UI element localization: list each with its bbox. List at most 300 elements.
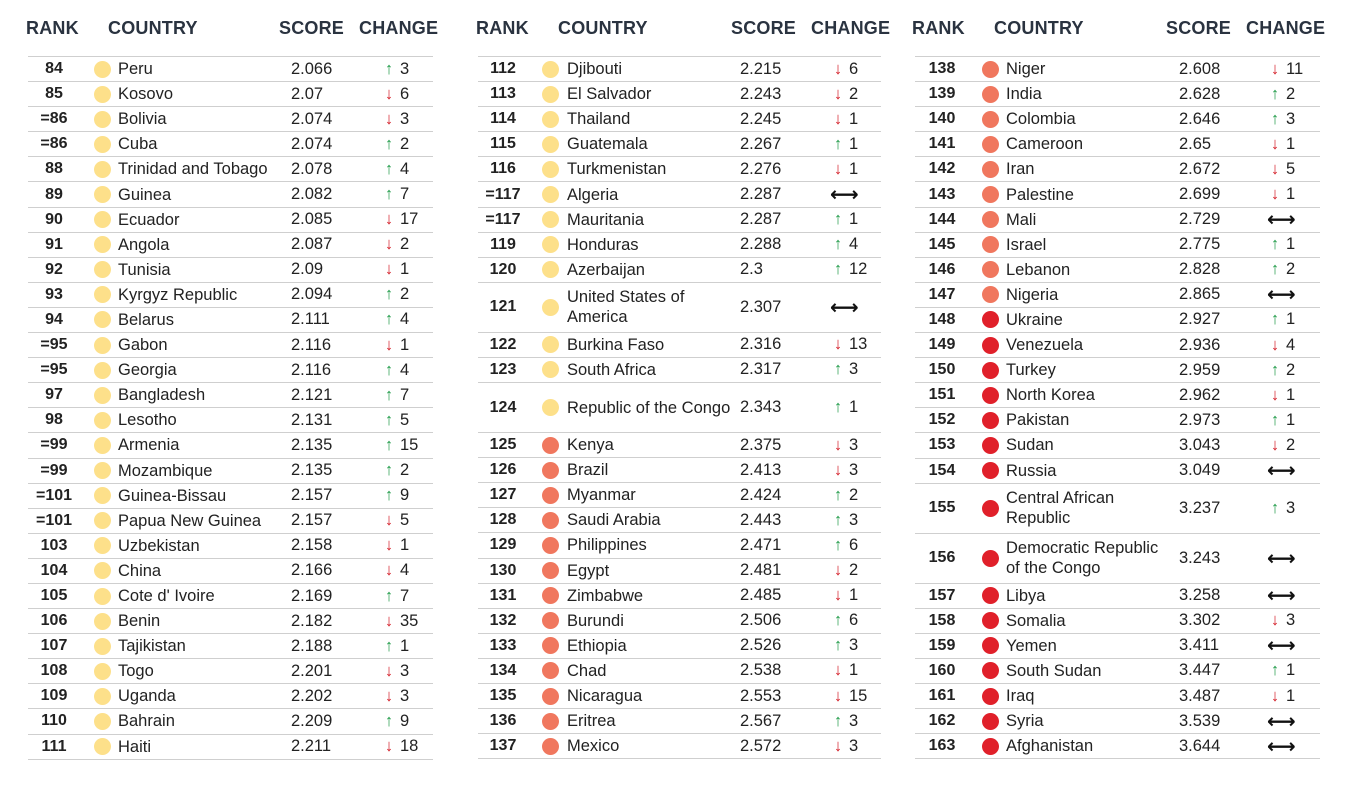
change-value: 5 <box>400 410 410 429</box>
country-cell: Azerbaijan <box>567 260 645 279</box>
arrow-up-icon: ↑ <box>384 185 394 204</box>
country-cell: Saudi Arabia <box>567 511 661 530</box>
arrow-up-icon: ↑ <box>1270 260 1280 279</box>
country-cell: Afghanistan <box>1006 737 1094 756</box>
change-cell <box>1267 534 1294 583</box>
arrow-up-icon: ↑ <box>384 461 394 480</box>
country-cell: Cameroon <box>1006 135 1084 154</box>
change-value: 1 <box>400 636 410 655</box>
change-cell <box>1267 433 1295 457</box>
change-value: 6 <box>849 59 859 78</box>
peace-level-dot-icon <box>542 86 559 103</box>
peace-level-dot-icon <box>542 612 559 629</box>
rank-cell: =86 <box>40 135 68 153</box>
country-cell: Mauritania <box>567 210 645 229</box>
country-cell: Russia <box>1006 461 1057 480</box>
country-cell: Ethiopia <box>567 636 627 655</box>
arrow-up-icon: ↑ <box>1270 84 1280 103</box>
country-cell: Sudan <box>1006 436 1054 455</box>
peace-level-dot-icon <box>542 399 559 416</box>
score-cell: 2.116 <box>291 335 332 354</box>
rank-cell: 149 <box>928 336 956 354</box>
no-change-icon: ⟷ <box>1267 547 1296 570</box>
change-cell <box>1267 258 1295 282</box>
peace-level-dot-icon <box>542 688 559 705</box>
peace-level-dot-icon <box>982 261 999 278</box>
change-value: 3 <box>400 686 410 705</box>
table-row <box>478 508 881 533</box>
peace-level-dot-icon <box>94 186 111 203</box>
country-cell: Tajikistan <box>118 637 186 656</box>
score-cell: 2.471 <box>740 535 782 554</box>
rank-cell: 120 <box>489 260 517 278</box>
change-value: 7 <box>400 586 410 605</box>
table-row <box>28 484 433 509</box>
no-change-icon: ⟷ <box>830 296 859 319</box>
country-cell: Armenia <box>118 436 180 455</box>
table-row <box>915 383 1320 408</box>
peace-level-dot-icon <box>982 662 999 679</box>
arrow-down-icon: ↓ <box>833 335 843 354</box>
change-value: 5 <box>1286 159 1296 178</box>
table-row <box>28 208 433 233</box>
country-cell: Cuba <box>118 135 158 154</box>
peace-level-dot-icon <box>982 587 999 604</box>
country-cell: Niger <box>1006 60 1046 79</box>
change-cell <box>381 709 409 733</box>
table-row <box>915 659 1320 684</box>
rank-cell: 153 <box>928 436 956 454</box>
rank-cell: 90 <box>45 210 63 228</box>
score-cell: 2.201 <box>291 661 333 680</box>
change-cell <box>1267 659 1295 683</box>
rank-cell: =117 <box>485 210 521 228</box>
country-cell: Georgia <box>118 361 177 380</box>
change-value: 13 <box>849 335 868 354</box>
arrow-up-icon: ↑ <box>384 586 394 605</box>
peace-level-dot-icon <box>94 688 111 705</box>
score-cell: 2.307 <box>740 297 782 316</box>
peace-level-dot-icon <box>982 550 999 567</box>
rank-cell: 161 <box>928 687 956 705</box>
change-cell <box>830 107 858 131</box>
no-change-icon: ⟷ <box>830 184 859 207</box>
table-row <box>915 283 1320 308</box>
peace-level-dot-icon <box>542 637 559 654</box>
rank-cell: 107 <box>40 637 68 655</box>
country-cell: South Africa <box>567 360 656 379</box>
peace-level-dot-icon <box>982 637 999 654</box>
country-cell: Togo <box>118 662 154 681</box>
table-row <box>915 634 1320 659</box>
change-cell <box>381 534 409 558</box>
rank-cell: 156 <box>928 549 956 567</box>
peace-level-dot-icon <box>94 362 111 379</box>
peace-level-dot-icon <box>542 111 559 128</box>
arrow-down-icon: ↓ <box>1270 385 1280 404</box>
arrow-up-icon: ↑ <box>833 235 843 254</box>
rank-cell: 98 <box>45 411 63 429</box>
country-cell: Uzbekistan <box>118 536 200 555</box>
peace-level-dot-icon <box>982 688 999 705</box>
rank-cell: 137 <box>489 737 517 755</box>
rank-cell: 116 <box>490 160 516 178</box>
peace-level-dot-icon <box>542 361 559 378</box>
rank-cell: 159 <box>928 636 956 654</box>
change-value: 2 <box>849 561 859 580</box>
peace-level-dot-icon <box>542 738 559 755</box>
arrow-down-icon: ↓ <box>384 611 394 630</box>
rank-cell: 89 <box>45 185 63 203</box>
table-row <box>915 208 1320 233</box>
header-rank: RANK <box>912 18 965 38</box>
table-row <box>28 258 433 283</box>
table-row <box>478 208 881 233</box>
no-change-icon: ⟷ <box>1267 585 1296 608</box>
country-cell: El Salvador <box>567 85 652 104</box>
table-row <box>915 408 1320 433</box>
change-cell <box>381 433 418 457</box>
rank-cell: =101 <box>35 486 73 504</box>
change-cell <box>1267 584 1294 608</box>
arrow-up-icon: ↑ <box>384 711 394 730</box>
change-cell <box>381 484 409 508</box>
rank-cell: 146 <box>928 260 956 278</box>
peace-level-dot-icon <box>542 236 559 253</box>
score-cell: 2.729 <box>1179 210 1221 229</box>
rank-cell: 129 <box>489 536 517 554</box>
change-cell <box>381 132 409 156</box>
table-row <box>915 82 1320 107</box>
score-cell: 2.087 <box>291 235 333 254</box>
peace-level-dot-icon <box>94 588 111 605</box>
table-row <box>915 132 1320 157</box>
change-cell <box>381 659 409 683</box>
country-cell: Gabon <box>118 336 168 355</box>
score-cell: 2.169 <box>291 586 333 605</box>
change-cell <box>381 383 409 407</box>
score-cell: 2.628 <box>1179 84 1221 103</box>
country-cell: Bangladesh <box>118 386 206 405</box>
change-cell <box>1267 57 1303 81</box>
table-row <box>478 684 881 709</box>
change-value: 4 <box>849 235 859 254</box>
peace-level-dot-icon <box>94 311 111 328</box>
rank-cell: 121 <box>489 298 517 316</box>
rank-cell: 136 <box>489 712 517 730</box>
arrow-down-icon: ↓ <box>833 686 843 705</box>
rank-cell: 125 <box>489 436 517 454</box>
score-cell: 2.936 <box>1179 335 1221 354</box>
score-cell: 2.074 <box>291 109 333 128</box>
peace-level-dot-icon <box>542 662 559 679</box>
rank-cell: 109 <box>40 687 68 705</box>
peace-level-dot-icon <box>982 738 999 755</box>
score-cell: 2.288 <box>740 235 782 254</box>
table-row <box>478 233 881 258</box>
peace-level-dot-icon <box>94 261 111 278</box>
score-cell: 2.078 <box>291 159 333 178</box>
peace-level-dot-icon <box>982 337 999 354</box>
score-cell: 2.553 <box>740 686 782 705</box>
rank-cell: 97 <box>45 386 63 404</box>
arrow-down-icon: ↓ <box>384 210 394 229</box>
country-cell: Haiti <box>118 737 152 756</box>
peace-level-dot-icon <box>982 437 999 454</box>
rank-cell: 122 <box>489 335 517 353</box>
peace-level-dot-icon <box>982 211 999 228</box>
table-row <box>28 584 433 609</box>
arrow-down-icon: ↓ <box>384 661 394 680</box>
peace-level-dot-icon <box>94 613 111 630</box>
peace-level-dot-icon <box>982 186 999 203</box>
table-row <box>478 132 881 157</box>
change-cell <box>1267 609 1295 633</box>
change-value: 15 <box>849 686 868 705</box>
score-cell: 2.506 <box>740 611 782 630</box>
peace-level-dot-icon <box>982 136 999 153</box>
arrow-down-icon: ↓ <box>384 84 394 103</box>
score-cell: 2.481 <box>740 561 782 580</box>
peace-level-dot-icon <box>982 462 999 479</box>
table-row <box>28 57 433 82</box>
table-row <box>478 333 881 358</box>
country-cell: Somalia <box>1006 611 1066 630</box>
score-cell: 2.526 <box>740 636 782 655</box>
arrow-down-icon: ↓ <box>384 335 394 354</box>
arrow-down-icon: ↓ <box>833 109 843 128</box>
score-cell: 2.287 <box>740 185 782 204</box>
score-cell: 2.865 <box>1179 285 1221 304</box>
arrow-down-icon: ↓ <box>833 460 843 479</box>
rank-cell: 115 <box>490 135 516 153</box>
change-value: 1 <box>849 210 859 229</box>
change-value: 1 <box>1286 185 1296 204</box>
score-cell: 2.65 <box>1179 134 1212 153</box>
change-value: 1 <box>1286 235 1296 254</box>
peace-level-dot-icon <box>94 562 111 579</box>
peace-level-dot-icon <box>982 362 999 379</box>
change-cell <box>1267 283 1294 307</box>
header-change: CHANGE <box>359 18 439 38</box>
arrow-up-icon: ↑ <box>384 134 394 153</box>
peace-level-dot-icon <box>542 61 559 78</box>
country-cell: Guinea <box>118 185 172 204</box>
country-cell: Belarus <box>118 310 174 329</box>
change-value: 1 <box>1286 661 1296 680</box>
rank-cell: =99 <box>40 436 68 454</box>
rank-cell: =86 <box>40 110 68 128</box>
table-row <box>28 609 433 634</box>
change-cell <box>830 483 858 507</box>
rank-cell: =95 <box>40 361 68 379</box>
arrow-up-icon: ↑ <box>384 385 394 404</box>
header-country: COUNTRY <box>558 18 648 38</box>
country-cell: Uganda <box>118 687 176 706</box>
rank-cell: 131 <box>489 586 517 604</box>
country-cell: Nigeria <box>1006 285 1059 304</box>
table-row <box>915 107 1320 132</box>
table-row <box>28 383 433 408</box>
country-cell: Burundi <box>567 611 624 630</box>
change-value: 1 <box>1286 410 1296 429</box>
no-change-icon: ⟷ <box>1267 284 1296 307</box>
rank-cell: 133 <box>489 636 517 654</box>
change-value: 1 <box>1286 686 1296 705</box>
peace-level-dot-icon <box>94 86 111 103</box>
score-cell: 2.166 <box>291 561 333 580</box>
country-cell: Thailand <box>567 110 631 129</box>
country-cell: Venezuela <box>1006 336 1084 355</box>
arrow-up-icon: ↑ <box>833 485 843 504</box>
change-cell <box>1267 107 1295 131</box>
score-cell: 2.317 <box>740 360 782 379</box>
score-cell: 2.828 <box>1179 260 1221 279</box>
change-value: 2 <box>400 461 410 480</box>
header-rank: RANK <box>26 18 79 38</box>
score-cell: 2.485 <box>740 586 782 605</box>
table-row <box>915 333 1320 358</box>
change-cell <box>381 258 409 282</box>
table-row <box>478 584 881 609</box>
score-cell: 2.215 <box>740 59 782 78</box>
country-cell: Israel <box>1006 235 1047 254</box>
score-cell: 2.07 <box>291 84 324 103</box>
table-row <box>28 283 433 308</box>
score-cell: 2.111 <box>291 310 330 329</box>
country-cell: Pakistan <box>1006 411 1070 430</box>
rank-cell: 150 <box>928 361 956 379</box>
change-cell <box>381 408 409 432</box>
country-cell: Nicaragua <box>567 687 643 706</box>
peace-level-dot-icon <box>982 311 999 328</box>
country-cell: Bahrain <box>118 712 175 731</box>
score-cell: 2.074 <box>291 134 333 153</box>
rank-cell: 105 <box>40 587 68 605</box>
table-row <box>28 132 433 157</box>
country-cell: Tunisia <box>118 260 171 279</box>
country-cell: Libya <box>1006 586 1046 605</box>
change-cell <box>1267 459 1294 483</box>
table-row <box>478 182 881 207</box>
change-cell <box>1267 634 1294 658</box>
no-change-icon: ⟷ <box>1267 635 1296 658</box>
rank-cell: 85 <box>45 85 63 103</box>
score-cell: 2.157 <box>291 486 333 505</box>
change-cell <box>381 735 418 759</box>
table-row <box>478 609 881 634</box>
rank-cell: 84 <box>45 60 63 78</box>
country-cell: Brazil <box>567 461 609 480</box>
table-row <box>478 709 881 734</box>
peace-level-dot-icon <box>94 462 111 479</box>
change-cell <box>830 182 857 206</box>
table-row <box>28 82 433 107</box>
score-cell: 2.287 <box>740 210 782 229</box>
country-cell: North Korea <box>1006 386 1095 405</box>
change-cell <box>381 459 409 483</box>
table-row <box>478 283 881 333</box>
score-cell: 2.135 <box>291 435 333 454</box>
score-cell: 2.699 <box>1179 185 1221 204</box>
change-cell <box>381 308 409 332</box>
peace-level-dot-icon <box>542 587 559 604</box>
country-cell: Lesotho <box>118 411 177 430</box>
table-row <box>478 358 881 383</box>
change-value: 3 <box>1286 109 1296 128</box>
peace-level-dot-icon <box>982 286 999 303</box>
change-value: 3 <box>849 460 859 479</box>
change-cell <box>1267 684 1295 708</box>
change-cell <box>830 734 858 758</box>
rank-cell: 158 <box>928 611 956 629</box>
change-cell <box>381 157 409 181</box>
country-cell: Iran <box>1006 160 1035 179</box>
arrow-down-icon: ↓ <box>384 109 394 128</box>
arrow-down-icon: ↓ <box>833 59 843 78</box>
arrow-down-icon: ↓ <box>384 511 394 530</box>
change-value: 1 <box>849 109 859 128</box>
score-cell: 2.209 <box>291 711 333 730</box>
rank-cell: 126 <box>489 461 517 479</box>
peace-level-dot-icon <box>542 261 559 278</box>
change-value: 3 <box>400 661 410 680</box>
rank-cell: 127 <box>489 486 517 504</box>
change-cell <box>381 107 409 131</box>
change-value: 1 <box>1286 385 1296 404</box>
score-cell: 2.211 <box>291 737 332 756</box>
change-cell <box>381 208 418 232</box>
change-value: 2 <box>1286 435 1296 454</box>
table-row <box>28 659 433 684</box>
country-cell: Cote d' Ivoire <box>118 587 215 606</box>
change-cell <box>830 559 858 583</box>
change-cell <box>1267 358 1295 382</box>
arrow-up-icon: ↑ <box>1270 360 1280 379</box>
rank-cell: 135 <box>489 687 517 705</box>
arrow-up-icon: ↑ <box>384 486 394 505</box>
score-cell: 3.043 <box>1179 435 1221 454</box>
table-row <box>28 433 433 458</box>
rank-cell: 106 <box>40 612 68 630</box>
arrow-down-icon: ↓ <box>1270 335 1280 354</box>
no-change-icon: ⟷ <box>1267 460 1296 483</box>
peace-level-dot-icon <box>94 437 111 454</box>
score-cell: 2.572 <box>740 736 782 755</box>
change-value: 1 <box>1286 310 1296 329</box>
country-cell: Ecuador <box>118 210 180 229</box>
rank-cell: 152 <box>928 411 956 429</box>
change-cell <box>381 358 409 382</box>
rank-cell: 94 <box>45 310 63 328</box>
rank-cell: 145 <box>928 235 956 253</box>
peace-level-dot-icon <box>542 537 559 554</box>
rank-cell: =117 <box>485 185 521 203</box>
change-cell <box>381 684 409 708</box>
change-value: 1 <box>849 586 859 605</box>
country-cell: Lebanon <box>1006 260 1071 279</box>
peace-level-dot-icon <box>542 299 559 316</box>
country-cell: Kyrgyz Republic <box>118 285 238 304</box>
change-value: 9 <box>400 486 410 505</box>
score-cell: 2.135 <box>291 461 333 480</box>
rank-cell: 93 <box>45 285 63 303</box>
change-cell <box>1267 734 1294 758</box>
rank-cell: 132 <box>489 611 517 629</box>
table-row <box>28 157 433 182</box>
table-row <box>915 182 1320 207</box>
table-row <box>28 534 433 559</box>
